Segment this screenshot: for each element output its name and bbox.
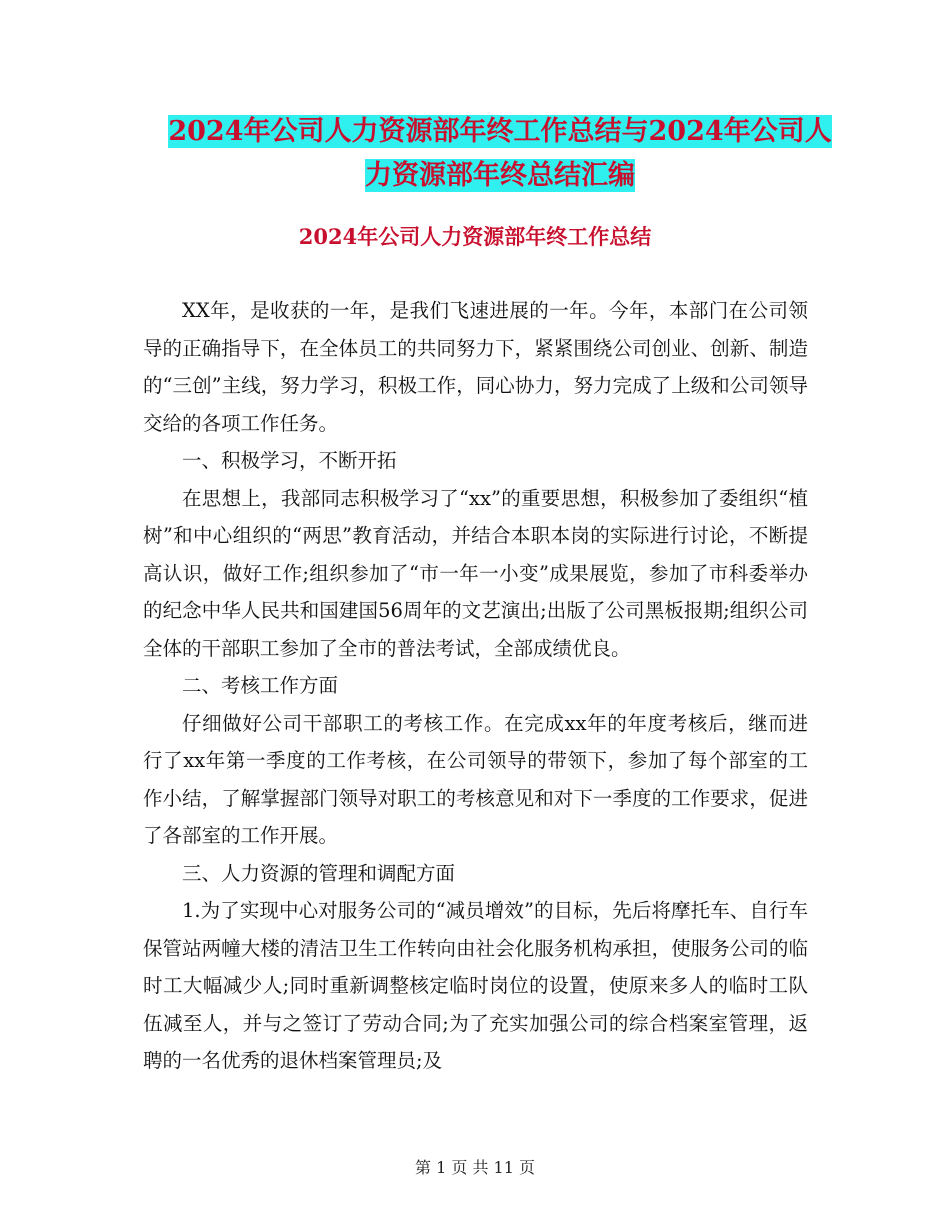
- document-title-line2: 力资源部年终总结汇编: [365, 160, 635, 191]
- section-heading: 二、考核工作方面: [182, 674, 339, 697]
- document-title-line1: 2024年公司人力资源部年终工作总结与2024年公司人: [168, 116, 832, 147]
- document-body: [143, 292, 808, 1080]
- paragraph: XX年，是收获的一年，是我们飞速进展的一年。今年，本部门在公司领导的正确指导下，在全体员工的共同努力下，紧紧围绕公司创业、创新、制造的“三创”主线，努力学习，积极工作，同心协力，努力完成了上级和公司领导交给的各项工作任务。: [143, 299, 808, 435]
- paragraph: 仔细做好公司干部职工的考核工作。在完成xx年的年度考核后，继而进行了xx年第一季度的工作考核，在公司领导的带领下，参加了每个部室的工作小结，了解掌握部门领导对职工的考核意见和对下一季度的工作要求，促进了各部室的工作开展。: [143, 711, 808, 847]
- paragraph: 在思想上，我部同志积极学习了“xx”的重要思想，积极参加了委组织“植树”和中心组织的“两思”教育活动，并结合本职本岗的实际进行讨论，不断提高认识，做好工作;组织参加了“市一年一小变”成果展览，参加了市科委举办的纪念中华人民共和国建国56周年的文艺演出;出版了公司黑板报期;组织公司全体的干部职工参加了全市的普法考试，全部成绩优良。: [143, 486, 808, 660]
- section-heading: 一、积极学习，不断开拓: [182, 449, 397, 472]
- paragraph: 1.为了实现中心对服务公司的“减员增效”的目标，先后将摩托车、自行车保管站两幢大楼的清洁卫生工作转向由社会化服务机构承担，使服务公司的临时工大幅减少人;同时重新调整核定临时岗位的设置，使原来多人的临时工队伍减至人，并与之签订了劳动合同;为了充实加强公司的综合档案室管理，返聘的一名优秀的退休档案管理员;及: [143, 899, 808, 1072]
- section-title: 2024年公司人力资源部年终工作总结: [298, 224, 652, 249]
- page-number-footer: 第 1 页 共 11 页: [415, 1158, 535, 1177]
- section-heading: 三、人力资源的管理和调配方面: [182, 861, 456, 885]
- document-title: [140, 110, 860, 198]
